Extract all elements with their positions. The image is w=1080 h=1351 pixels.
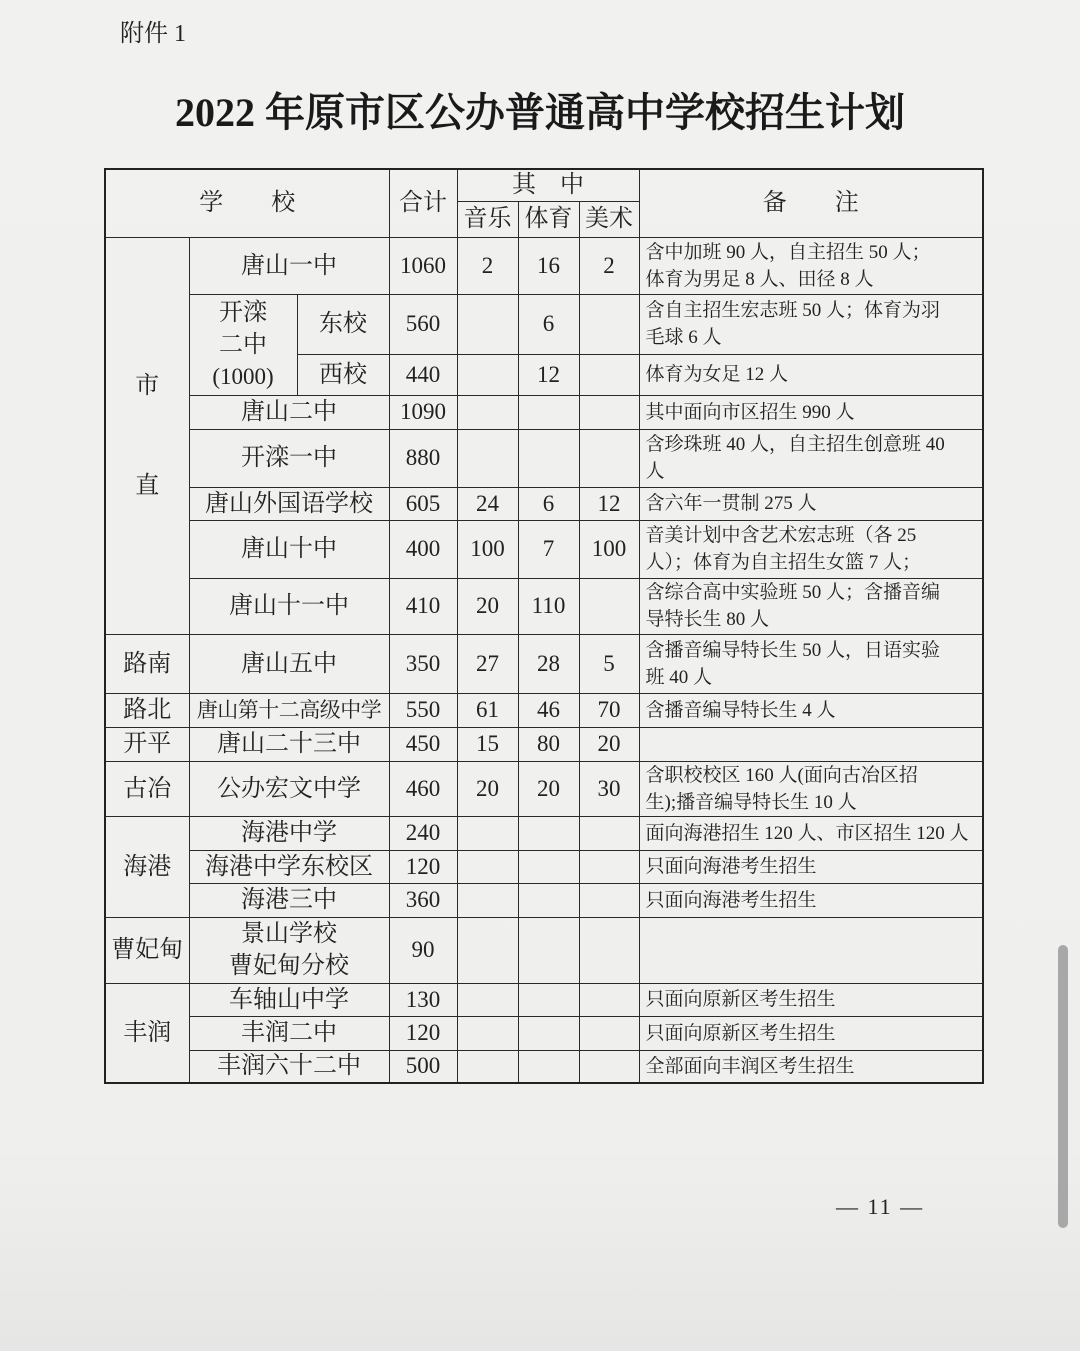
school-name: 开滦一中 bbox=[189, 429, 389, 487]
table-row bbox=[105, 761, 983, 816]
remarks-line: 含职校校区 160 人(面向古冶区招 bbox=[645, 764, 918, 786]
music-count: 15 bbox=[457, 727, 518, 761]
music-count bbox=[457, 1050, 518, 1083]
art-count: 30 bbox=[579, 761, 639, 816]
school-name: 海港三中 bbox=[189, 883, 389, 917]
school-name: 唐山十中 bbox=[189, 520, 389, 578]
school-name: 唐山二中 bbox=[189, 395, 389, 429]
region-label: 丰润 bbox=[105, 983, 189, 1083]
table-row bbox=[105, 1016, 983, 1050]
school-name: 唐山五中 bbox=[189, 634, 389, 693]
sports-count: 28 bbox=[518, 634, 579, 693]
total-count: 400 bbox=[389, 520, 457, 578]
region-label: 路北 bbox=[105, 693, 189, 727]
school-name-line: 曹妃甸分校 bbox=[229, 953, 349, 979]
school-group-total: (1000) bbox=[212, 363, 274, 389]
campus-name: 西校 bbox=[297, 354, 389, 395]
remarks bbox=[639, 1016, 983, 1050]
total-count: 500 bbox=[389, 1050, 457, 1083]
remarks-line: 含播音编导特长生 50 人，日语实验 bbox=[645, 639, 941, 661]
region-label: 路南 bbox=[105, 634, 189, 693]
art-count: 70 bbox=[579, 693, 639, 727]
total-count: 1060 bbox=[389, 237, 457, 294]
school-name: 车轴山中学 bbox=[189, 983, 389, 1016]
remarks-line: 含自主招生宏志班 50 人；体育为羽 bbox=[645, 300, 941, 321]
sports-count: 110 bbox=[518, 578, 579, 634]
remarks bbox=[639, 520, 983, 578]
total-count: 550 bbox=[389, 693, 457, 727]
school-name: 唐山二十三中 bbox=[189, 727, 389, 761]
remarks-line: 其中面向市区招生 990 人 bbox=[645, 401, 855, 423]
document-title: 2022 年原市区公办普通高中学校招生计划 bbox=[175, 90, 905, 135]
page-number: — 11 — bbox=[836, 1194, 925, 1219]
campus-name: 东校 bbox=[297, 294, 389, 354]
region-label: 海港 bbox=[105, 816, 189, 917]
remarks-line: 只面向海港考生招生 bbox=[645, 889, 817, 911]
art-count: 12 bbox=[579, 487, 639, 520]
art-count bbox=[579, 816, 639, 850]
remarks-line: 班 40 人 bbox=[645, 666, 713, 688]
music-count bbox=[457, 1016, 518, 1050]
region-label: 曹妃甸 bbox=[105, 917, 189, 983]
remarks-line: 面向海港招生 120 人、市区招生 120 人 bbox=[645, 822, 969, 844]
total-count: 130 bbox=[389, 983, 457, 1016]
sports-count bbox=[518, 983, 579, 1016]
remarks-line: 只面向原新区考生招生 bbox=[645, 1022, 836, 1044]
header-school: 学 校 bbox=[105, 169, 389, 237]
art-count bbox=[579, 983, 639, 1016]
total-count: 880 bbox=[389, 429, 457, 487]
sports-count bbox=[518, 395, 579, 429]
music-count: 100 bbox=[457, 520, 518, 578]
header-music: 音乐 bbox=[457, 201, 518, 237]
music-count bbox=[457, 354, 518, 395]
table-row bbox=[105, 1050, 983, 1083]
remarks bbox=[639, 727, 983, 761]
remarks bbox=[639, 983, 983, 1016]
enrollment-plan-table bbox=[104, 168, 984, 1084]
table-row bbox=[105, 917, 983, 983]
art-count bbox=[579, 395, 639, 429]
table-row bbox=[105, 237, 983, 294]
remarks bbox=[639, 429, 983, 487]
remarks bbox=[639, 237, 983, 294]
school-group-name: 开滦二中 bbox=[219, 299, 267, 358]
total-count: 240 bbox=[389, 816, 457, 850]
remarks bbox=[639, 917, 983, 983]
school-name: 海港中学东校区 bbox=[189, 850, 389, 883]
music-count: 20 bbox=[457, 578, 518, 634]
remarks bbox=[639, 294, 983, 354]
total-count: 460 bbox=[389, 761, 457, 816]
art-count bbox=[579, 354, 639, 395]
remarks-line: 体育为女足 12 人 bbox=[645, 364, 789, 385]
total-count: 605 bbox=[389, 487, 457, 520]
total-count: 450 bbox=[389, 727, 457, 761]
total-count: 120 bbox=[389, 1016, 457, 1050]
sports-count: 20 bbox=[518, 761, 579, 816]
sports-count: 12 bbox=[518, 354, 579, 395]
music-count bbox=[457, 395, 518, 429]
table-row bbox=[105, 429, 983, 487]
remarks bbox=[639, 693, 983, 727]
school-name: 唐山一中 bbox=[189, 237, 389, 294]
remarks bbox=[639, 816, 983, 850]
table-row bbox=[105, 883, 983, 917]
remarks-line: 含中加班 90 人，自主招生 50 人； bbox=[645, 241, 931, 263]
art-count bbox=[579, 850, 639, 883]
sports-count bbox=[518, 1016, 579, 1050]
table-row bbox=[105, 520, 983, 578]
table-row bbox=[105, 983, 983, 1016]
school-name: 公办宏文中学 bbox=[189, 761, 389, 816]
remarks-line: 含珍珠班 40 人，自主招生创意班 40 bbox=[645, 434, 945, 455]
school-name: 唐山第十二高级中学 bbox=[189, 693, 389, 727]
sports-count: 16 bbox=[518, 237, 579, 294]
school-name: 丰润六十二中 bbox=[189, 1050, 389, 1083]
table-row bbox=[105, 850, 983, 883]
art-count: 20 bbox=[579, 727, 639, 761]
music-count: 2 bbox=[457, 237, 518, 294]
art-count bbox=[579, 294, 639, 354]
sports-count bbox=[518, 429, 579, 487]
header-of-which: 其 中 bbox=[457, 169, 639, 201]
sports-count bbox=[518, 883, 579, 917]
vertical-scrollbar[interactable] bbox=[1058, 945, 1068, 1228]
total-count: 350 bbox=[389, 634, 457, 693]
music-count bbox=[457, 816, 518, 850]
table-row bbox=[105, 294, 983, 354]
header-total: 合计 bbox=[389, 169, 457, 237]
remarks-line: 只面向原新区考生招生 bbox=[645, 989, 836, 1010]
remarks bbox=[639, 354, 983, 395]
art-count: 2 bbox=[579, 237, 639, 294]
remarks-line: 含综合高中实验班 50 人；含播音编 bbox=[645, 582, 941, 603]
music-count bbox=[457, 294, 518, 354]
remarks bbox=[639, 578, 983, 634]
table-row bbox=[105, 487, 983, 520]
header-remarks: 备 注 bbox=[639, 169, 983, 237]
header-sports: 体育 bbox=[518, 201, 579, 237]
remarks-line: 只面向海港考生招生 bbox=[645, 856, 817, 877]
school-name bbox=[189, 917, 389, 983]
music-count: 24 bbox=[457, 487, 518, 520]
remarks-line: 人 bbox=[645, 461, 665, 482]
total-count: 560 bbox=[389, 294, 457, 354]
music-count bbox=[457, 917, 518, 983]
remarks-line: 毛球 6 人 bbox=[645, 327, 722, 348]
remarks-line: 音美计划中含艺术宏志班（各 25 bbox=[645, 525, 917, 546]
art-count bbox=[579, 578, 639, 634]
remarks-line: 导特长生 80 人 bbox=[645, 609, 770, 630]
remarks bbox=[639, 1050, 983, 1083]
art-count bbox=[579, 429, 639, 487]
region-label: 古冶 bbox=[105, 761, 189, 816]
art-count bbox=[579, 883, 639, 917]
table-row bbox=[105, 727, 983, 761]
total-count: 90 bbox=[389, 917, 457, 983]
total-count: 1090 bbox=[389, 395, 457, 429]
music-count bbox=[457, 429, 518, 487]
sports-count: 6 bbox=[518, 487, 579, 520]
table-row bbox=[105, 395, 983, 429]
header-row bbox=[105, 169, 983, 201]
attachment-label: 附件 1 bbox=[120, 21, 186, 47]
music-count bbox=[457, 883, 518, 917]
sports-count: 80 bbox=[518, 727, 579, 761]
total-count: 440 bbox=[389, 354, 457, 395]
art-count: 5 bbox=[579, 634, 639, 693]
region-cell bbox=[105, 237, 189, 634]
remarks bbox=[639, 883, 983, 917]
school-name: 海港中学 bbox=[189, 816, 389, 850]
table-row bbox=[105, 634, 983, 693]
music-count bbox=[457, 850, 518, 883]
table-row bbox=[105, 578, 983, 634]
header-art: 美术 bbox=[579, 201, 639, 237]
sports-count: 46 bbox=[518, 693, 579, 727]
remarks-line: 全部面向丰润区考生招生 bbox=[645, 1055, 855, 1077]
music-count bbox=[457, 983, 518, 1016]
remarks bbox=[639, 761, 983, 816]
remarks-line: 含六年一贯制 275 人 bbox=[645, 493, 817, 514]
art-count: 100 bbox=[579, 520, 639, 578]
school-name: 唐山十一中 bbox=[189, 578, 389, 634]
school-group-cell bbox=[189, 294, 297, 395]
school-name-line: 景山学校 bbox=[241, 921, 337, 947]
remarks-line: 生);播音编导特长生 10 人 bbox=[645, 791, 857, 813]
music-count: 20 bbox=[457, 761, 518, 816]
region-label: 市直 bbox=[135, 372, 160, 499]
remarks-line: 人）；体育为自主招生女篮 7 人； bbox=[645, 552, 922, 573]
remarks-line: 体育为男足 8 人、田径 8 人 bbox=[645, 268, 874, 290]
sports-count: 7 bbox=[518, 520, 579, 578]
remarks bbox=[639, 395, 983, 429]
school-name: 唐山外国语学校 bbox=[189, 487, 389, 520]
remarks bbox=[639, 487, 983, 520]
remarks bbox=[639, 850, 983, 883]
sports-count bbox=[518, 917, 579, 983]
art-count bbox=[579, 1050, 639, 1083]
remarks bbox=[639, 634, 983, 693]
total-count: 120 bbox=[389, 850, 457, 883]
sports-count: 6 bbox=[518, 294, 579, 354]
music-count: 27 bbox=[457, 634, 518, 693]
sports-count bbox=[518, 850, 579, 883]
total-count: 410 bbox=[389, 578, 457, 634]
table-row bbox=[105, 816, 983, 850]
school-name: 丰润二中 bbox=[189, 1016, 389, 1050]
total-count: 360 bbox=[389, 883, 457, 917]
art-count bbox=[579, 917, 639, 983]
music-count: 61 bbox=[457, 693, 518, 727]
sports-count bbox=[518, 816, 579, 850]
remarks-line: 含播音编导特长生 4 人 bbox=[645, 699, 836, 721]
art-count bbox=[579, 1016, 639, 1050]
table-row bbox=[105, 693, 983, 727]
region-label: 开平 bbox=[105, 727, 189, 761]
sports-count bbox=[518, 1050, 579, 1083]
